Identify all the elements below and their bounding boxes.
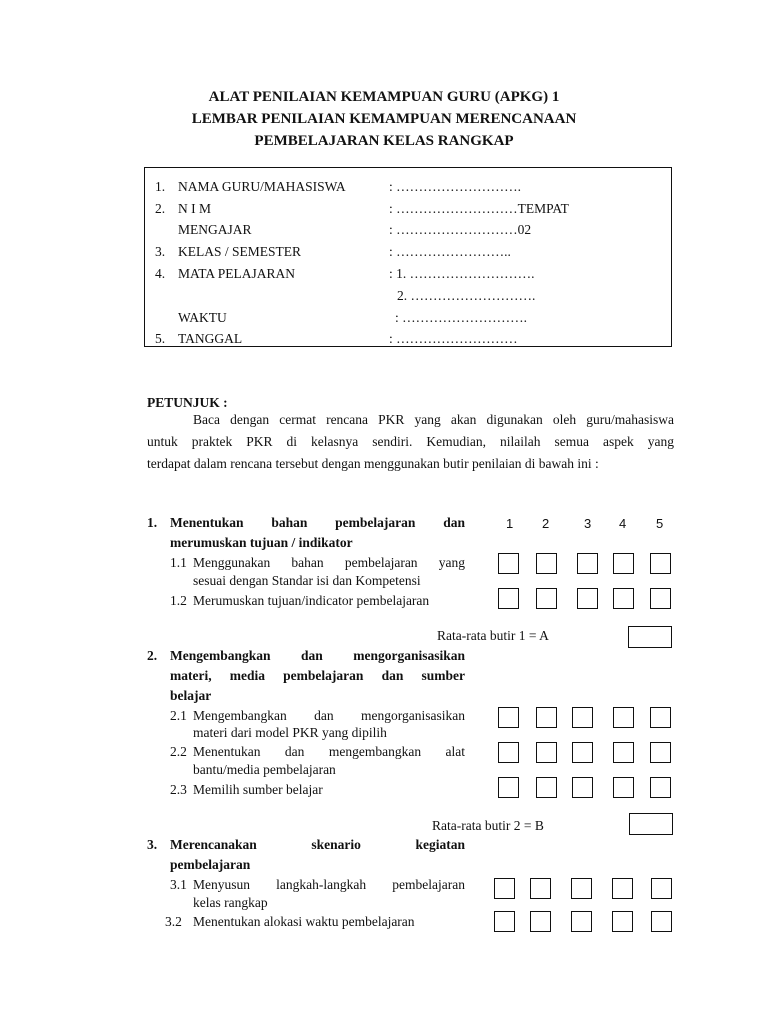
scale-label-5: 5 (656, 516, 664, 531)
field-label-date: TANGGAL (178, 331, 243, 346)
score-checkbox[interactable] (577, 588, 598, 609)
field-value-subject-1[interactable]: : 1. ………………………. (389, 266, 535, 281)
score-checkbox[interactable] (613, 707, 634, 728)
score-checkbox[interactable] (530, 911, 551, 932)
item-text: kelas rangkap (193, 895, 268, 910)
score-checkbox[interactable] (494, 911, 515, 932)
score-checkbox[interactable] (613, 588, 634, 609)
section-title: merumuskan tujuan / indikator (170, 535, 353, 550)
field-label-time: WAKTU (178, 310, 227, 325)
form-title-line-1: ALAT PENILAIAN KEMAMPUAN GURU (APKG) 1 (208, 89, 560, 105)
field-label-mengajar: MENGAJAR (178, 222, 252, 237)
score-checkbox[interactable] (650, 707, 671, 728)
item-number: 2.2 (170, 744, 187, 759)
field-label-name: NAMA GURU/MAHASISWA (178, 179, 346, 194)
section-number: 1. (147, 515, 158, 530)
section-title: materi, media pembelajaran dan sumber (170, 668, 465, 683)
score-checkbox[interactable] (613, 777, 634, 798)
score-checkbox[interactable] (650, 588, 671, 609)
score-checkbox[interactable] (577, 553, 598, 574)
average-box-b[interactable] (629, 813, 673, 835)
field-number: 4. (155, 266, 166, 281)
item-number: 3.1 (170, 877, 187, 892)
item-text: Mengembangkan dan mengorganisasikan (193, 708, 465, 723)
instructions-text-line: terdapat dalam rencana tersebut dengan menggunakan butir penilaian di bawah ini : (147, 456, 599, 471)
item-text: Memilih sumber belajar (193, 782, 323, 797)
score-checkbox[interactable] (571, 878, 592, 899)
score-checkbox[interactable] (536, 742, 557, 763)
item-text: Menentukan dan mengembangkan alat (193, 744, 465, 759)
score-checkbox[interactable] (494, 878, 515, 899)
item-number: 2.3 (170, 782, 187, 797)
field-value-class[interactable]: : …………………….. (389, 244, 511, 259)
score-checkbox[interactable] (530, 878, 551, 899)
score-checkbox[interactable] (498, 777, 519, 798)
field-number: 1. (155, 179, 166, 194)
field-value-mengajar[interactable]: : ………………………02 (389, 222, 532, 237)
field-label-subject: MATA PELAJARAN (178, 266, 296, 281)
score-checkbox[interactable] (612, 878, 633, 899)
item-text: bantu/media pembelajaran (193, 762, 336, 777)
item-text: materi dari model PKR yang dipilih (193, 725, 387, 740)
field-value-nim[interactable]: : ………………………TEMPAT (389, 201, 569, 216)
score-checkbox[interactable] (651, 878, 672, 899)
item-text: Merumuskan tujuan/indicator pembelajaran (193, 593, 430, 608)
field-label-class: KELAS / SEMESTER (178, 244, 302, 259)
score-checkbox[interactable] (650, 777, 671, 798)
field-value-date[interactable]: : ……………………… (389, 331, 518, 346)
average-label-a: Rata-rata butir 1 = A (437, 628, 549, 643)
score-checkbox[interactable] (571, 911, 592, 932)
score-checkbox[interactable] (572, 777, 593, 798)
score-checkbox[interactable] (498, 553, 519, 574)
instructions-heading: PETUNJUK : (147, 395, 228, 410)
score-checkbox[interactable] (612, 911, 633, 932)
item-text: Menentukan alokasi waktu pembelajaran (193, 914, 415, 929)
score-checkbox[interactable] (650, 742, 671, 763)
instructions-text-line: Baca dengan cermat rencana PKR yang akan digunakan oleh guru/mahasiswa (193, 412, 674, 427)
item-text: Menyusun langkah-langkah pembelajaran (193, 877, 465, 892)
form-title-line-3: PEMBELAJARAN KELAS RANGKAP (254, 133, 514, 149)
section-title: belajar (170, 688, 212, 703)
instructions-text-line: untuk praktek PKR di kelasnya sendiri. Kemudian, nilailah semua aspek yang (147, 434, 674, 449)
field-value-time[interactable]: : ………………………. (395, 310, 528, 325)
score-checkbox[interactable] (536, 777, 557, 798)
field-number: 3. (155, 244, 166, 259)
field-value-subject-2[interactable]: 2. ………………………. (397, 288, 536, 303)
item-number: 1.1 (170, 555, 187, 570)
section-title: Mengembangkan dan mengorganisasikan (170, 648, 465, 663)
score-checkbox[interactable] (536, 707, 557, 728)
section-number: 3. (147, 837, 158, 852)
field-number: 5. (155, 331, 166, 346)
item-number: 3.2 (165, 914, 182, 929)
scale-label-3: 3 (584, 516, 592, 531)
average-box-a[interactable] (628, 626, 672, 648)
section-title: Menentukan bahan pembelajaran dan (170, 515, 465, 530)
item-number: 1.2 (170, 593, 187, 608)
scale-label-2: 2 (542, 516, 550, 531)
score-checkbox[interactable] (536, 588, 557, 609)
field-value-name[interactable]: : ………………………. (389, 179, 522, 194)
item-number: 2.1 (170, 708, 187, 723)
item-text: Menggunakan bahan pembelajaran yang (193, 555, 465, 570)
score-checkbox[interactable] (572, 742, 593, 763)
score-checkbox[interactable] (613, 553, 634, 574)
average-label-b: Rata-rata butir 2 = B (432, 818, 544, 833)
score-checkbox[interactable] (536, 553, 557, 574)
item-text: sesuai dengan Standar isi dan Kompetensi (193, 573, 421, 588)
form-title-line-2: LEMBAR PENILAIAN KEMAMPUAN MERENCANAAN (191, 111, 577, 127)
field-number: 2. (155, 201, 166, 216)
scale-label-4: 4 (619, 516, 627, 531)
score-checkbox[interactable] (650, 553, 671, 574)
score-checkbox[interactable] (498, 707, 519, 728)
section-title: Merencanakan skenario kegiatan (170, 837, 465, 852)
score-checkbox[interactable] (498, 742, 519, 763)
section-title: pembelajaran (170, 857, 251, 872)
score-checkbox[interactable] (651, 911, 672, 932)
score-checkbox[interactable] (613, 742, 634, 763)
score-checkbox[interactable] (572, 707, 593, 728)
section-number: 2. (147, 648, 158, 663)
scale-label-1: 1 (506, 516, 514, 531)
score-checkbox[interactable] (498, 588, 519, 609)
field-label-nim: N I M (178, 201, 211, 216)
